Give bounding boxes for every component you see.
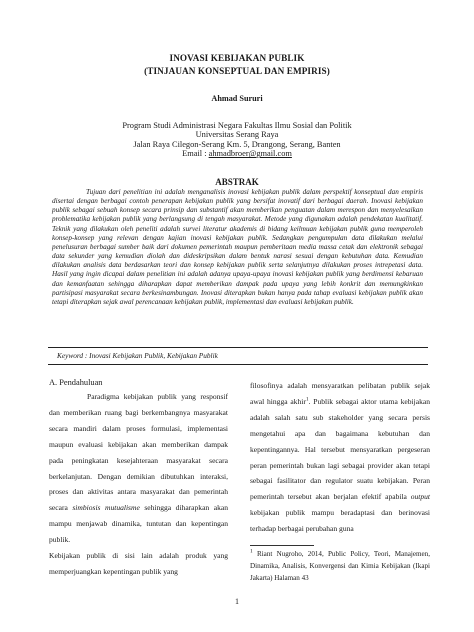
affiliation-line: Universitas Serang Raya bbox=[195, 130, 279, 140]
right-column bbox=[250, 378, 430, 537]
keyword-label: Keyword : bbox=[57, 351, 90, 360]
email-label: Email : bbox=[182, 149, 209, 159]
paragraph-text: filosofinya adalah mensyaratkan pelibatan publik sejak awal hingga akhir bbox=[250, 381, 430, 406]
abstract-heading: ABSTRAK bbox=[215, 177, 259, 187]
affiliation-line: Program Studi Administrasi Negara Fakultas Ilmu Sosial dan Politik bbox=[122, 121, 352, 130]
paragraph-text: Paradigma kebijakan publik yang responsif dan memberikan ruang bagi berkembangnya masyarakat secara mandiri dalam proses formulasi, implementasi maupun evaluasi kebijakan akan memberikan dampak pada peningkatan kesejahteraan masyarakat secara berkelanjutan. Dengan demikian dibutuhkan interaksi, proses dan aktivitas antara masyarakat dan pemerintah secara bbox=[49, 392, 228, 513]
keyword-top-rule bbox=[48, 347, 428, 348]
email-link[interactable]: ahmadbroer@gmail.com bbox=[208, 149, 292, 159]
footnote-divider bbox=[250, 545, 314, 546]
footnote-reference[interactable]: 1 bbox=[305, 396, 309, 403]
paragraph bbox=[250, 378, 430, 537]
paragraph bbox=[49, 389, 228, 548]
footnote bbox=[250, 548, 430, 585]
abstract-text: Tujuan dari penelitian ini adalah menganalisis inovasi kebijakan publik dalam perspektif konseptual dan empiris disertai dengan berbagai contoh penerapan kebijakan publik yang bersifat inovatif dari berbagai daerah. Inovasi kebijakan publik sebagai sebuah konsep secara prinsip dan substantif akan memberikan penguatan dalam merespon dan menyelesaikan problematika kebijakan publik yang berlangsung di tengah masyarakat. Metode yang digunakan adalah pendekatan kualitatif. Teknik yang dilakukan oleh peneliti adalah survei literatur akademis di bidang keilmuan kebijakan publik guna memperoleh konsep-konsep yang relevan dengan kajian inovasi kebijakan publik. Sedangkan pengumpulan data dilakukan melalui penelusuran berbagai sumber baik dari dokumen pemerintah maupun pemberitaan media massa cetak dan elektronik sebagai data sekunder yang kemudian diolah dan dideskripsikan dalam bentuk narasi sesuai dengan kebutuhan data. Kemudian dilakukan analisis data berdasarkan teori dan konsep kebijakan publik serta selanjutnya dilakukan proses intrepetasi data. Hasil yang ingin dicapai dalam penelitian ini adalah adanya upaya-upaya inovasi kebijakan publik yang berdimensi kebaruan dan kemanfaatan sehingga diharapkan dapat memberikan dampak pada upaya yang lebih konkrit dan memungkinkan partisipasi masyarakat secara berkesinambungan. Inovasi diterapkan bukan hanya pada tahap evaluasi kebijakan publik akan tetapi diterapkan sejak awal perencanaan kebijakan publik, implementasi dan evaluasi kebijakan publik. bbox=[52, 188, 423, 306]
footnote-mark: 1 bbox=[250, 548, 253, 555]
paragraph-text: kebijakan publik mampu beradaptasi dan berinovasi terhadap berbagai perubahan guna bbox=[250, 508, 430, 534]
affiliation-block bbox=[0, 121, 474, 159]
paragraph-text: sehingga diharapkan akan mampu menjawab dinamika, tuntutan dan kepentingan publik. bbox=[49, 503, 228, 545]
paragraph-text: . Publik sebagai aktor utama kebijakan adalah salah satu sub stakeholder yang secara persis mengetahui apa dan bagaimana kebutuhan dan kepentingannya. Hal tersebut mensyaratkan pergeseran peran pemerintah bukan lagi sebagai provider akan tetapi sebagai fasilitator dan regulator suatu kebijakan. Peran pemerintah tersebut akan berjalan efektif apabila bbox=[250, 396, 430, 502]
keyword-bottom-rule bbox=[48, 364, 428, 365]
keyword-line bbox=[57, 351, 218, 360]
paper-subtitle: (TINJAUAN KONSEPTUAL DAN EMPIRIS) bbox=[144, 66, 330, 76]
affiliation-line: Jalan Raya Cilegon-Serang Km. 5, Drangong, Serang, Banten bbox=[133, 139, 341, 149]
page-number: 1 bbox=[235, 597, 239, 606]
left-column bbox=[49, 389, 228, 580]
paragraph-italic-text: simbiosis mutualisme bbox=[72, 503, 140, 513]
keyword-list: Inovasi Kebijakan Publik, Kebijakan Publik bbox=[89, 351, 218, 360]
paper-title: INOVASI KEBIJAKAN PUBLIK bbox=[169, 53, 305, 63]
author-name: Ahmad Sururi bbox=[211, 94, 263, 103]
email-line bbox=[0, 149, 474, 158]
footnote-text: Riant Nugroho, 2014, Public Policy, Teori, Manajemen, Dinamika, Analisis, Konvergensi dan Kimia Kebijakan (Ikapi Jakarta) Halaman 43 bbox=[250, 550, 430, 583]
paragraph: Kebijakan publik di sisi lain adalah produk yang memperjuangkan kepentingan publik yang bbox=[49, 551, 228, 576]
paragraph-italic-text: output bbox=[410, 492, 430, 502]
section-heading: A. Pendahuluan bbox=[49, 378, 103, 387]
